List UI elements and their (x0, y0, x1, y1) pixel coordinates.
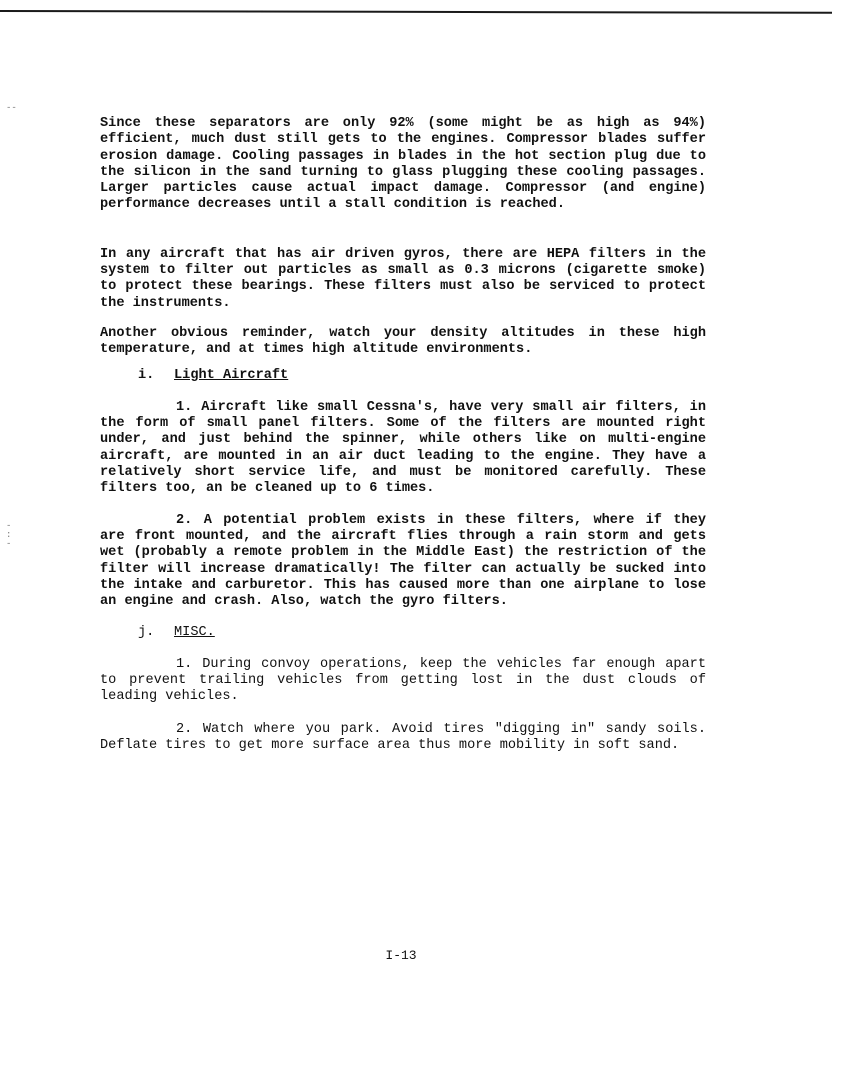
document-body (100, 116, 706, 754)
paragraph-light-aircraft-1: 1. Aircraft like small Cessna's, have very small air filters, in the form of small panel filters. Some of the filters are mounted right under, and just behind the spinner, while others like on multi-engine aircraft, are mounted in an air duct leading to the engine. They have a relatively short service life, and must be monitored carefully. These filters too, an be cleaned up to 6 times. (100, 399, 706, 497)
paragraph-misc-2: 2. Watch where you park. Avoid tires "digging in" sandy soils. Deflate tires to get more surface area thus more mobility in soft sand. (100, 721, 706, 753)
top-border-line (0, 10, 832, 14)
section-number: i. (138, 367, 155, 383)
margin-scan-mark: - : - (6, 521, 12, 549)
section-title: Light Aircraft (174, 367, 289, 383)
page-number: I-13 (385, 948, 417, 963)
paragraph-density-altitude: Another obvious reminder, watch your density altitudes in these high temperature, and at times high altitude environments. (100, 325, 706, 358)
section-number: j. (138, 625, 155, 641)
section-title: MISC. (174, 625, 215, 641)
paragraph-light-aircraft-2: 2. A potential problem exists in these filters, where if they are front mounted, and the aircraft flies through a rain storm and gets wet (probably a remote problem in the Middle East) the restriction of the filter will increase dramatically! The filter can actually be sucked into the intake and carburetor. This has caused more than one airplane to lose an engine and crash. Also, watch the gyro filters. (100, 512, 706, 610)
paragraph-misc-1: 1. During convoy operations, keep the vehicles far enough apart to prevent trailing vehicles from getting lost in the dust clouds of leading vehicles. (100, 656, 706, 705)
paragraph-hepa-filters: In any aircraft that has air driven gyros, there are HEPA filters in the system to filter out particles as small as 0.3 microns (cigarette smoke) to protect these bearings. These filters must also be serviced to protect the instruments. (100, 246, 706, 311)
margin-scan-mark: -- (6, 103, 17, 113)
section-heading-misc (100, 625, 706, 641)
paragraph-separators: Since these separators are only 92% (some might be as high as 94%) efficient, much dust still gets to the engines. Compressor blades suffer erosion damage. Cooling passages in blades in the hot section plug due to the silicon in the sand turning to glass plugging these cooling passages. Larger particles cause actual impact damage. Compressor (and engine) performance decreases until a stall condition is reached. (100, 116, 706, 213)
section-heading-light-aircraft (100, 368, 706, 384)
